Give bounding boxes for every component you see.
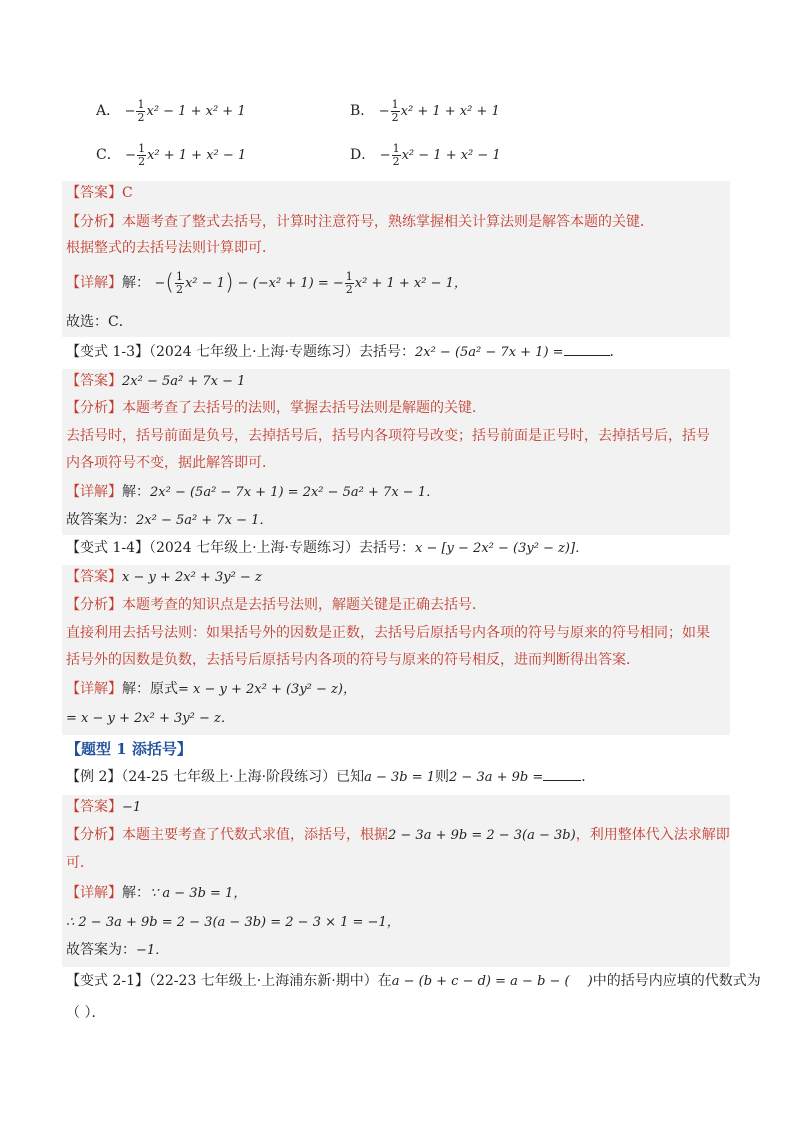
- analysis-line: 【分析】本题考查了整式去括号，计算时注意符号，熟练掌握相关计算法则是解答本题的关键．: [66, 214, 654, 230]
- conclusion-line: 故答案为：2x² − 5a² + 7x − 1．: [66, 512, 273, 528]
- detail-line: 【详解】解：2x² − (5a² − 7x + 1) = 2x² − 5a² + 7x − 1．: [66, 484, 440, 500]
- answer-line: 【答案】−1: [66, 799, 142, 815]
- detail-line-2: = x − y + 2x² + 3y² − z．: [66, 711, 234, 726]
- analysis-line: 【分析】本题主要考查了代数式求值，添括号，根据2 − 3a + 9b = 2 − 3(a − 3b)，利用整体代入法求解即: [66, 827, 730, 843]
- analysis-line-3: 内各项符号不变，据此解答即可．: [66, 455, 276, 471]
- fraction: $\frac{1}{2}$: [391, 98, 399, 124]
- analysis-line: 【分析】本题考查了去括号的法则，掌握去括号法则是解题的关键．: [66, 400, 486, 416]
- detail-line-2: ∴ 2 − 3a + 9b = 2 − 3(a − 3b) = 2 − 3 × 1 = −1，: [66, 915, 400, 930]
- fraction: $\frac{1}{2}$: [138, 142, 146, 168]
- answer-line: 【答案】x − y + 2x² + 3y² − z: [66, 569, 262, 585]
- fraction: $\frac{1}{2}$: [137, 98, 145, 124]
- variant-1-4-title: 【变式 1-4】（2024 七年级上·上海·专题练习）去括号：x − [y − 2x² − (3y² − z)]．: [66, 540, 589, 556]
- analysis-line-2: 根据整式的去括号法则计算即可．: [66, 240, 276, 256]
- variant-2-1-line2: （ ）．: [66, 1005, 106, 1021]
- section-heading: 【题型 1 添括号】: [66, 740, 192, 758]
- example-2-title: 【例 2】（24-25 七年级上·上海·阶段练习）已知a − 3b = 1则2 − 3a + 9b = ．: [66, 765, 595, 789]
- detail-line: 【详解】解：原式= x − y + 2x² + (3y² − z)，: [66, 681, 356, 697]
- choice-b[interactable]: B． − $\frac{1}{2}$ x² + 1 + x² + 1: [350, 98, 500, 124]
- detail-line: 【详解】解：∵ a − 3b = 1，: [66, 885, 247, 901]
- answer-line: 【答案】2x² − 5a² + 7x − 1: [66, 373, 246, 389]
- conclusion-line: 故答案为：−1．: [66, 942, 169, 958]
- variant-1-3-title: 【变式 1-3】（2024 七年级上·上海·专题练习）去括号：2x² − (5a² − 7x + 1) = ．: [66, 340, 624, 364]
- variant-2-1-title: 【变式 2-1】（22-23 七年级上·上海浦东新·期中）在a − (b + c − d) = a − b − ( )中的括号内应填的代数式为: [66, 973, 761, 989]
- analysis-line-3: 括号外的因数是负数，去括号后原括号内各项的符号与原来的符号相反，进而判断得出答案．: [66, 652, 640, 668]
- choice-a[interactable]: A． − $\frac{1}{2}$ x² − 1 + x² + 1: [96, 98, 246, 124]
- choice-d[interactable]: D． − $\frac{1}{2}$ x² − 1 + x² − 1: [350, 142, 501, 168]
- analysis-line-2: 去括号时，括号前面是负号，去掉括号后，括号内各项符号改变；括号前面是正号时，去掉括号后，括号: [66, 428, 710, 444]
- answer-line: 【答案】C: [66, 185, 133, 201]
- detail-line: 【详解】解： −( $\frac{1}{2}$ x² − 1) − (−x² + 1) = − $\frac{1}{2}$ x² + 1 + x² − 1，: [66, 270, 467, 296]
- analysis-line-2: 直接利用去括号法则：如果括号外的因数是正数，去括号后原括号内各项的符号与原来的符号相同；如果: [66, 625, 710, 641]
- conclusion-line: 故选：C．: [66, 314, 133, 330]
- fraction: $\frac{1}{2}$: [392, 142, 400, 168]
- choice-c[interactable]: C． − $\frac{1}{2}$ x² + 1 + x² − 1: [96, 142, 247, 168]
- analysis-line: 【分析】本题考查的知识点是去括号法则，解题关键是正确去括号．: [66, 597, 486, 613]
- analysis-line-2: 可．: [66, 855, 94, 871]
